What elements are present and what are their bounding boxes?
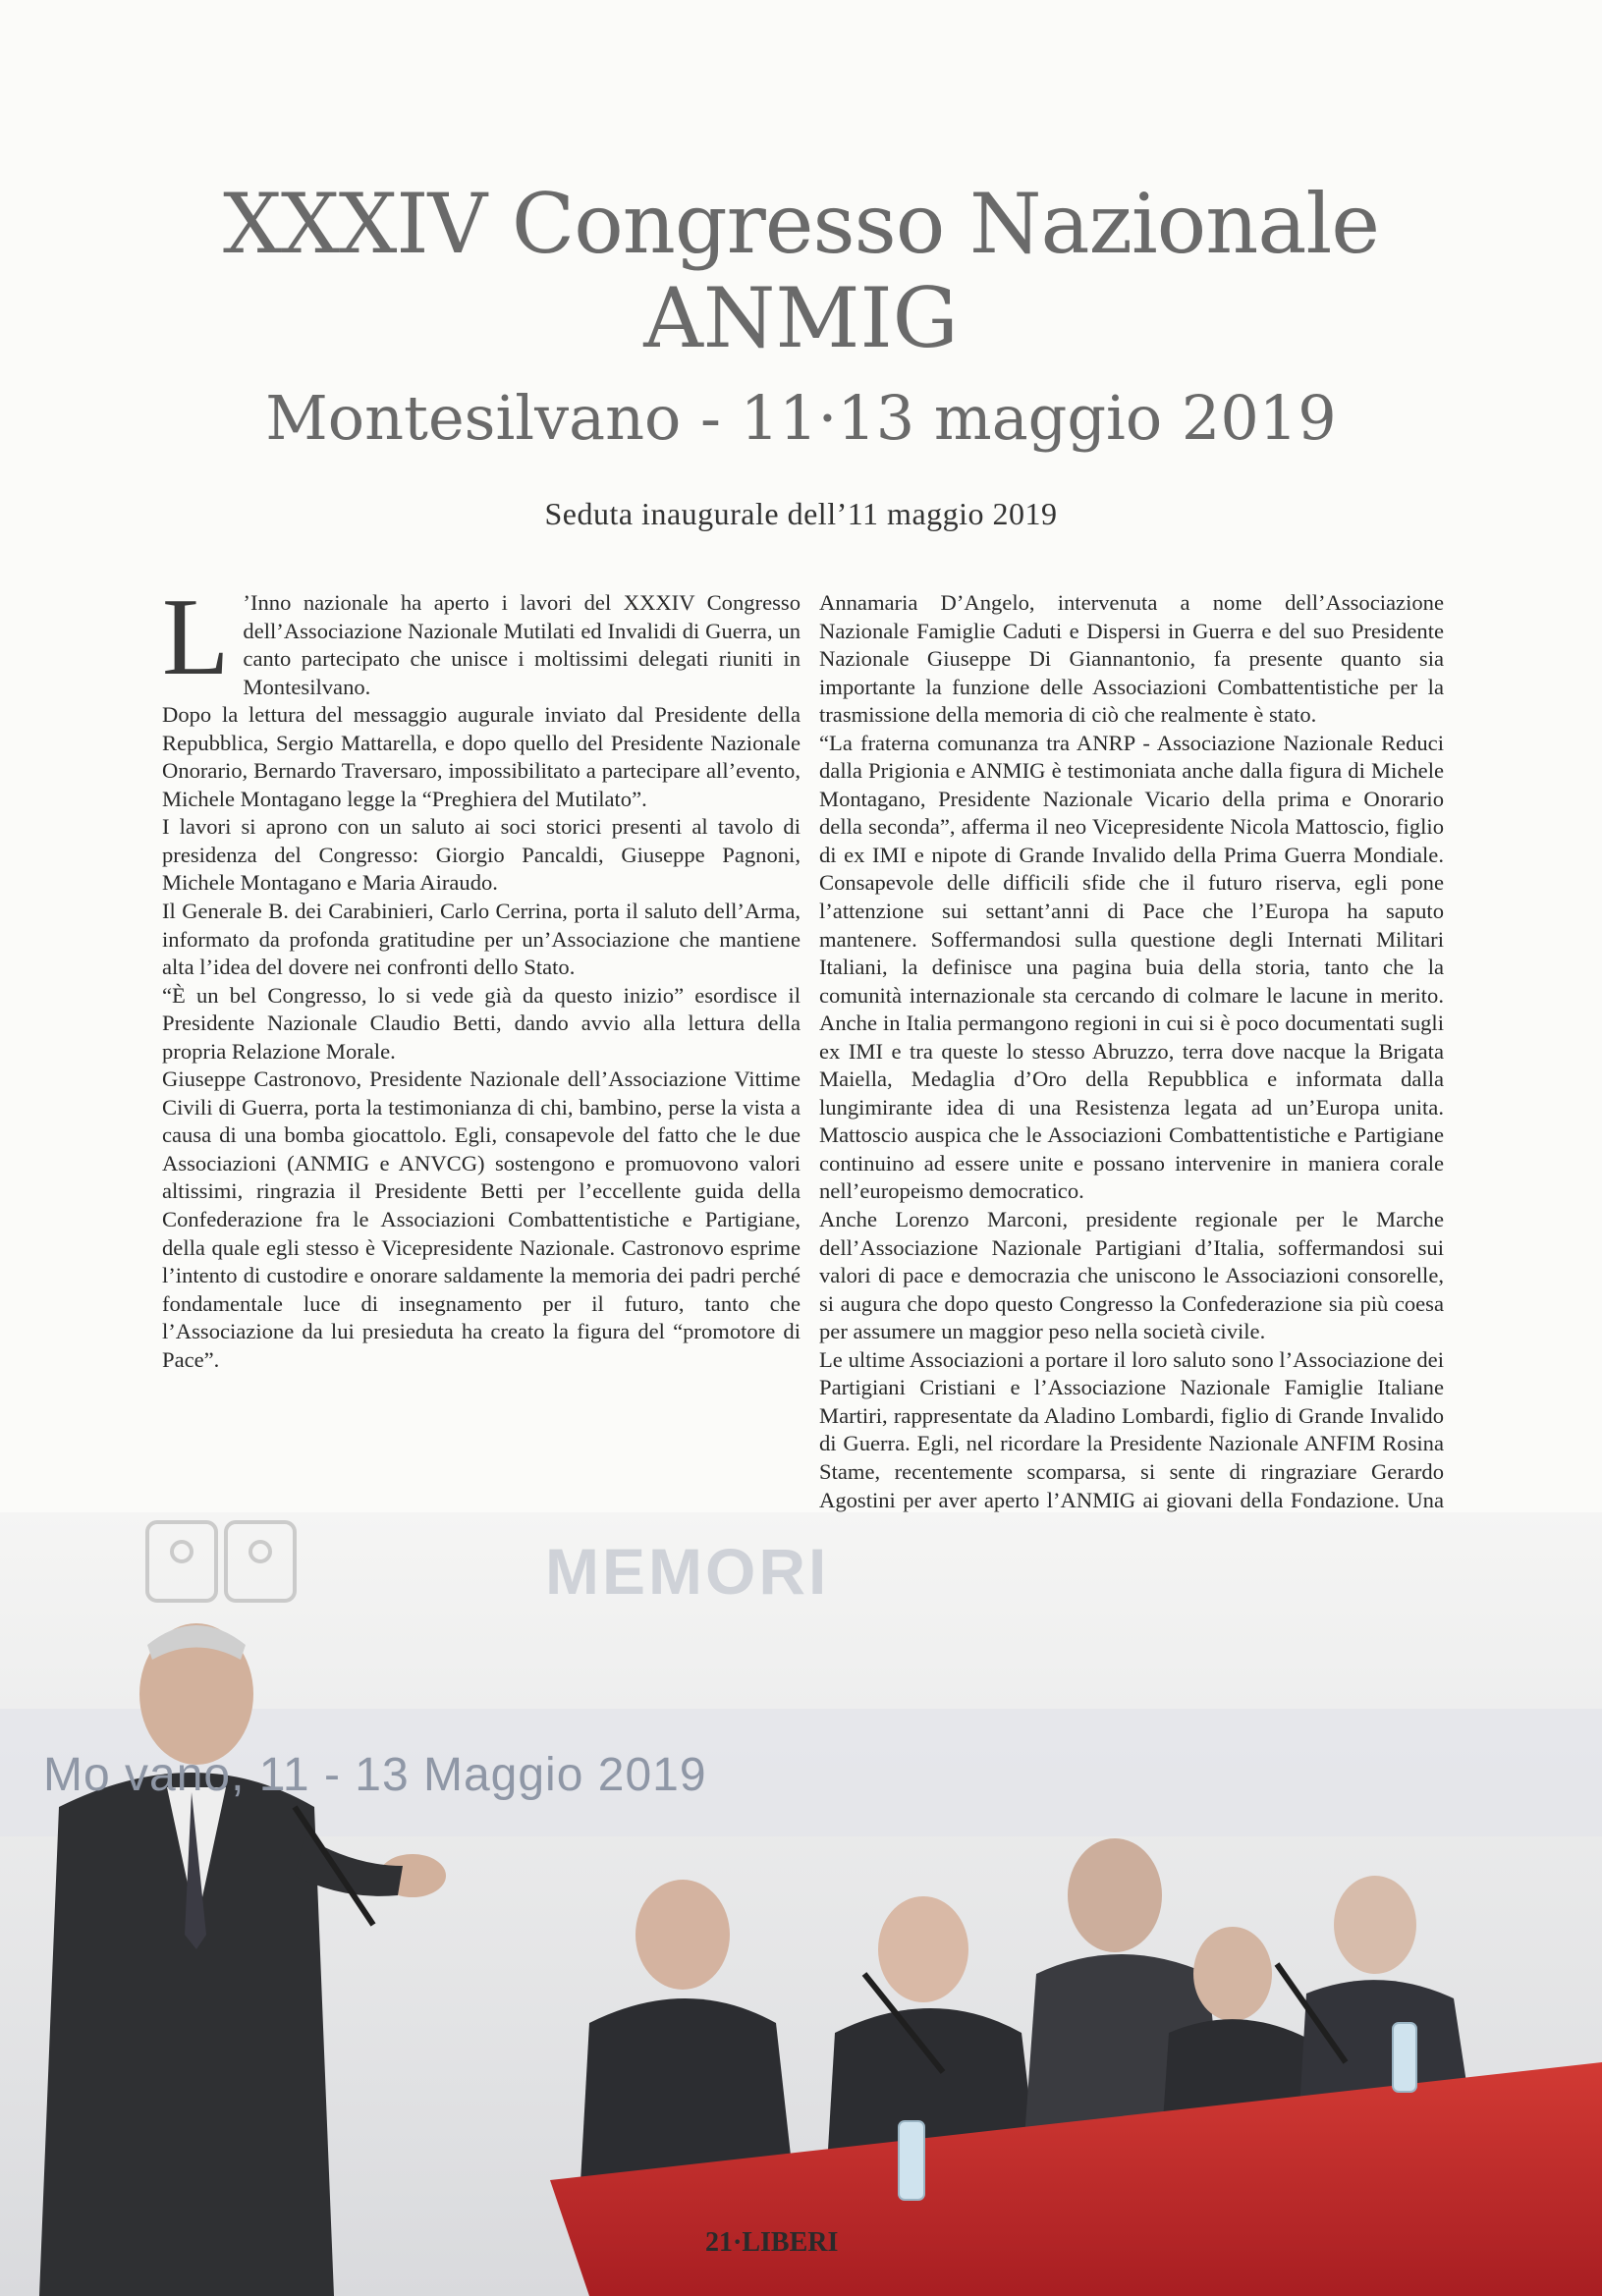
article-title	[0, 177, 1602, 458]
photo-illustration	[0, 1512, 1602, 2296]
article-subtitle: Seduta inaugurale dell’11 maggio 2019	[544, 496, 1058, 531]
congress-photo	[0, 1512, 1602, 2296]
paragraph-text: ’Inno nazionale ha aperto i lavori del XXXIV Congresso dell’Associazione Nazionale Mutilati ed Invalidi di Guerra, un canto partecipato che unisce i moltissimi delegati riuniti in Montesilvano.	[243, 590, 801, 699]
paragraph: Dopo la lettura del messaggio augurale inviato dal Presidente della Repubblica, Sergio Mattarella, e dopo quello del Presidente Nazionale Onorario, Bernardo Traversaro, impossibilitato a partecipare all’evento, Michele Montagano legge la “Preghiera del Mutilato”.	[162, 702, 801, 811]
paragraph: Annamaria D’Angelo, intervenuta a nome dell’Associazione Nazionale Famiglie Caduti e Dispersi in Guerra e del suo Presidente Nazionale Giuseppe Di Giannantonio, fa presente quanto sia importante la funzione delle Associazioni Combattentistiche per la trasmissione della memoria di ciò che realmente è stato.	[819, 590, 1444, 728]
left-column	[162, 576, 801, 1374]
right-column	[819, 589, 1444, 1570]
banner-place-date: Mo vano, 11 - 13 Maggio 2019	[43, 1749, 707, 1801]
paragraph: Giuseppe Castronovo, Presidente Nazionale dell’Associazione Vittime Civili di Guerra, porta la testimonianza di chi, bambino, perse la vista a causa di una bomba giocattolo. Egli, consapevole del fatto che le due Associazioni (ANMIG e ANVCG) sostengono e promuovono valori altissimi, ringrazia il Presidente Betti per l’eccellente guida della Confederazione fra le Associazioni Combattentistiche e Partigiane, della quale egli stesso è Vicepresidente Nazionale. Castronovo esprime l’intento di custodire e onorare saldamente la memoria dei padri perché fondamentale luce di insegnamento per il futuro, tanto che l’Associazione da lui presieduta ha creato la figura del “promotore di Pace”.	[162, 1066, 801, 1372]
page-number: 21·LIBERI	[705, 2227, 839, 2258]
paragraph: Le ultime Associazioni a portare il loro saluto sono l’Associazione dei Partigiani Cristiani e l’Associazione Nazionale Famiglie Italiane Martiri, rappresentate da Aladino Lombardi, figlio di Grande Invalido di Guerra. Egli, nel ricordare la Presidente Nazionale ANFIM Rosina Stame, recentemente scomparsa, si sente di ringraziare Gerardo Agostini per aver aperto l’ANMIG ai giovani della Fondazione. Una	[819, 1346, 1444, 1512]
paragraph: Il Generale B. dei Carabinieri, Carlo Cerrina, porta il saluto dell’Arma, informato da profonda gratitudine per un’Associazione che mantiene alta l’idea del dovere nei confronti dello Stato.	[162, 899, 801, 980]
paragraph	[162, 576, 801, 701]
title-line-2: ANMIG	[643, 270, 959, 366]
drop-cap: L	[162, 576, 230, 698]
paragraph: I lavori si aprono con un saluto ai soci storici presenti al tavolo di presidenza del Congresso: Giorgio Pancaldi, Giuseppe Pagnoni, Michele Montagano e Maria Airaudo.	[162, 814, 801, 896]
paragraph: “La fraterna comunanza tra ANRP - Associazione Nazionale Reduci dalla Prigionia e ANMIG è testimoniata anche dalla figura di Michele Montagano, Presidente Nazionale Vicario della prima e Onorario della seconda”, afferma il neo Vicepresidente Nicola Mattoscio, figlio di ex IMI e nipote di Grande Invalido della Prima Guerra Mondiale. Consapevole delle difficili sfide che il futuro riserva, egli pone l’attenzione sui settant’anni di Pace che l’Europa ha saputo mantenere. Soffermandosi sulla questione degli Internati Militari Italiani, la definisce una pagina buia della storia, tanto che la comunità internazionale sta cercando di colmare le lacune in merito. Anche in Italia permangono regioni in cui si è poco documentati sugli ex IMI e tra queste lo stesso Abruzzo, terra dove nacque la Brigata Maiella, Medaglia d’Oro della Repubblica e informata dalla lungimirante idea di una Resistenza legata ad un’Europa unita. Mattoscio auspica che le Associazioni Combattentistiche e Partigiane continuino ad essere unite e possano intervenire in maniera corale nell’europeismo democratico.	[819, 730, 1444, 1204]
paragraph: Anche Lorenzo Marconi, presidente regionale per le Marche dell’Associazione Nazionale Partigiani d’Italia, soffermandosi sui valori di pace e democrazia che uniscono le Associazioni consorelle, si augura che dopo questo Congresso la Confederazione sia più coesa per assumere un maggior peso nella società civile.	[819, 1207, 1444, 1344]
title-line-3: Montesilvano - 11·13 maggio 2019	[265, 382, 1337, 454]
paragraph: “È un bel Congresso, lo si vede già da questo inizio” esordisce il Presidente Nazionale Claudio Betti, dando avvio alla lettura della propria Relazione Morale.	[162, 982, 801, 1064]
banner-text: MEMORI	[545, 1535, 830, 1608]
title-line-1: XXXIV Congresso Nazionale	[222, 176, 1380, 272]
